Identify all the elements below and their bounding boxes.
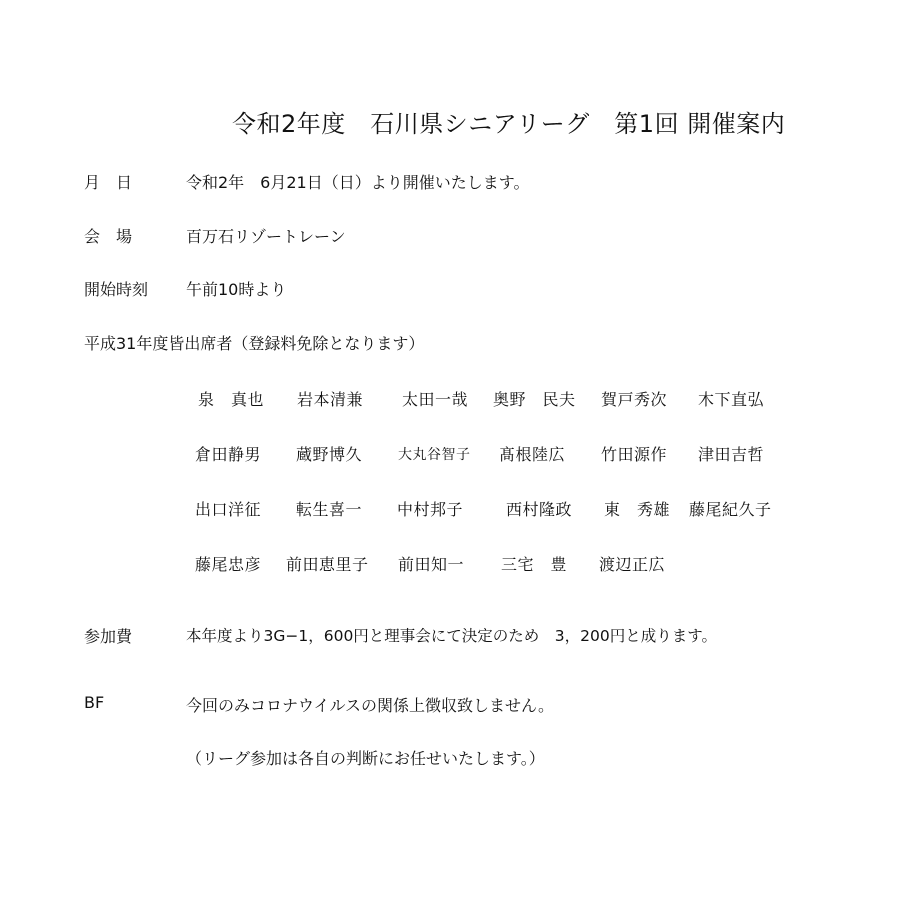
attendee-name: 前田知一	[398, 555, 465, 574]
attendance-heading: 平成31年度皆出席者（登録料免除となります）	[84, 334, 425, 353]
attendee-name: 中村邦子	[397, 500, 464, 519]
page-title: 令和2年度 石川県シニアリーグ 第1回 開催案内	[232, 110, 786, 138]
attendee-name: 津田吉哲	[698, 445, 765, 464]
attendee-name: 西村隆政	[506, 500, 573, 519]
attendee-name: 藤尾忠彦	[195, 555, 262, 574]
attendee-name: 大丸谷智子	[398, 447, 471, 463]
attendee-name: 渡辺正広	[599, 555, 666, 574]
attendee-name: 泉 真也	[198, 390, 265, 409]
attendee-name: 木下直弘	[698, 390, 765, 409]
venue-value: 百万石リゾートレーン	[186, 227, 346, 246]
attendee-name: 奥野 民夫	[493, 390, 576, 409]
start-time-label: 開始時刻	[84, 280, 149, 299]
attendee-name: 前田恵里子	[286, 555, 369, 574]
date-value: 令和2年 6月21日（日）より開催いたします。	[186, 173, 530, 192]
attendee-name: 三宅 豊	[501, 555, 568, 574]
attendee-name: 倉田静男	[195, 445, 262, 464]
attendee-name: 転生喜一	[296, 500, 363, 519]
fee-label: 参加費	[84, 627, 133, 646]
venue-label: 会 場	[84, 227, 133, 246]
attendee-name: 東 秀雄	[604, 500, 671, 519]
bf-value: 今回のみコロナウイルスの関係上徴収致しません。	[186, 696, 555, 715]
fee-value: 本年度より3G−1，600円と理事会にて決定のため 3，200円と成ります。	[186, 627, 718, 645]
attendee-name: 藤尾紀久子	[689, 500, 772, 519]
attendee-name: 岩本清兼	[297, 390, 364, 409]
bf-label: BF	[84, 693, 105, 712]
attendee-name: 髙根陸広	[499, 445, 566, 464]
date-label: 月 日	[84, 173, 133, 192]
attendee-name: 蔵野博久	[296, 445, 363, 464]
start-time-value: 午前10時より	[186, 280, 287, 299]
attendee-name: 出口洋征	[195, 500, 262, 519]
attendee-name: 太田一哉	[402, 390, 469, 409]
attendee-name: 竹田源作	[601, 445, 668, 464]
attendee-name: 賀戸秀次	[601, 390, 668, 409]
bf-note: （リーグ参加は各自の判断にお任せいたします。）	[186, 749, 545, 768]
